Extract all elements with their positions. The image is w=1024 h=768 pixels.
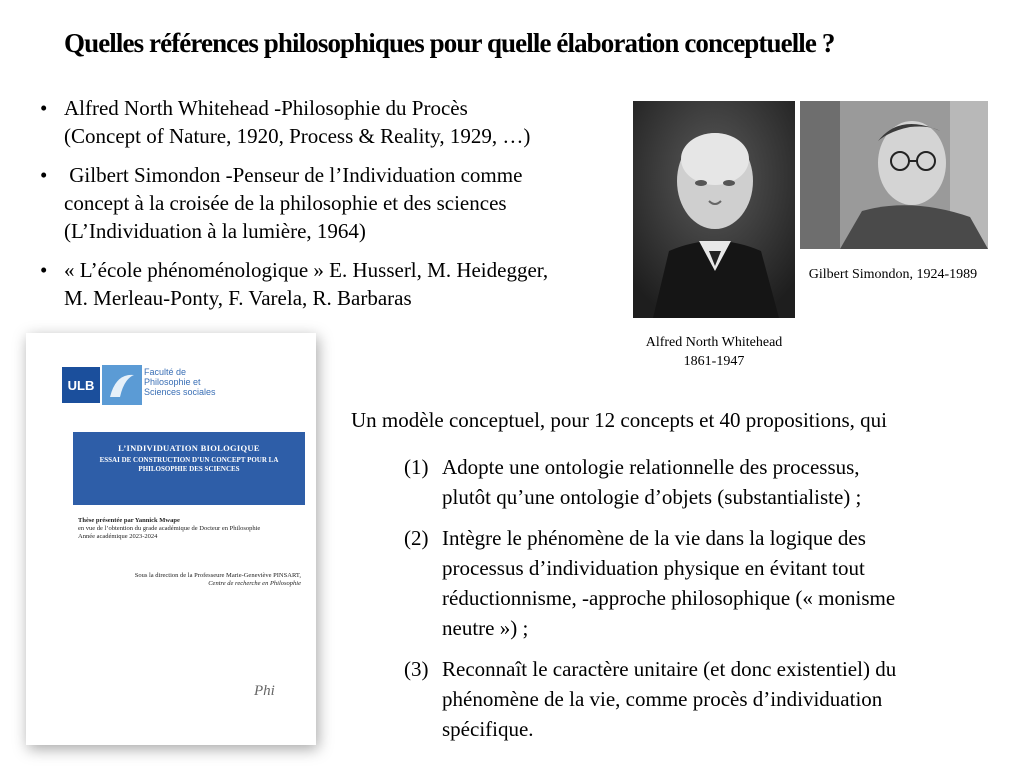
proposition-line: spécifique.: [442, 717, 534, 741]
reference-line: (Concept of Nature, 1920, Process & Reality, 1929, …): [64, 124, 531, 148]
proposition-number: (2): [404, 526, 429, 550]
proposition-line: Reconnaît le caractère unitaire (et donc existentiel) du: [442, 657, 897, 681]
proposition-line: Adopte une ontologie relationnelle des processus,: [442, 455, 860, 479]
caption-name: Alfred North Whitehead: [645, 335, 783, 350]
list-item: [38, 94, 608, 150]
list-item: [404, 654, 1004, 744]
thesis-title-banner: [73, 432, 305, 505]
proposition-number: (3): [404, 657, 429, 681]
bullet-icon: •: [40, 258, 48, 282]
reference-line: Gilbert Simondon -Penseur de l’Individuation comme: [64, 163, 523, 187]
proposition-line: plutôt qu’une ontologie d’objets (substantialiste) ;: [442, 485, 862, 509]
proposition-line: Intègre le phénomène de la vie dans la logique des: [442, 526, 866, 550]
phi-logo: Phi: [254, 683, 275, 699]
reference-line: (L’Individuation à la lumière, 1964): [64, 219, 366, 243]
bullet-icon: •: [40, 163, 48, 187]
references-list: [38, 94, 608, 323]
model-intro: Un modèle conceptuel, pour 12 concepts et 40 propositions, qui: [351, 408, 887, 432]
thesis-subtitle: ESSAI DE CONSTRUCTION D’UN CONCEPT POUR LA: [99, 456, 279, 464]
simondon-portrait: [800, 101, 988, 249]
proposition-line: neutre ») ;: [442, 616, 529, 640]
thesis-direction: Sous la direction de la Professeure Marie-Geneviève PINSART, Centre de recherche en Philosophie: [134, 572, 301, 587]
reference-line: « L’école phénoménologique » E. Husserl, M. Heidegger,: [64, 258, 549, 282]
bullet-icon: •: [40, 96, 48, 120]
whitehead-portrait: [633, 101, 795, 318]
faculty-name: Faculté de Philosophie et Sciences sociales: [144, 367, 216, 397]
proposition-line: phénomène de la vie, comme procès d’individuation: [442, 687, 883, 711]
propositions-list: [404, 452, 1004, 755]
thesis-subtitle: PHILOSOPHIE DES SCIENCES: [138, 465, 240, 473]
whitehead-caption: [620, 333, 808, 371]
list-item: [38, 161, 608, 245]
ulb-logo: ULB: [62, 367, 100, 403]
thesis-cover: [26, 333, 316, 745]
simondon-caption: Gilbert Simondon, 1924-1989: [808, 267, 978, 282]
proposition-line: processus d’individuation physique en évitant tout: [442, 556, 865, 580]
caption-dates: 1861-1947: [683, 354, 745, 369]
thesis-info: Thèse présentée par Yannick Mwape en vue de l’obtention du grade académique de Docteur en Philosophie Année académique 2023-2024: [78, 517, 261, 540]
reference-line: M. Merleau-Ponty, F. Varela, R. Barbaras: [64, 286, 412, 310]
reference-line: Alfred North Whitehead -Philosophie du Procès: [64, 96, 468, 120]
list-item: [404, 452, 1004, 512]
slide-title: Quelles références philosophiques pour quelle élaboration conceptuelle ?: [64, 28, 835, 58]
list-item: [38, 256, 608, 312]
thesis-title: L’INDIVIDUATION BIOLOGIQUE: [118, 443, 260, 453]
reference-line: concept à la croisée de la philosophie et des sciences: [64, 191, 507, 215]
proposition-line: réductionnisme, -approche philosophique (« monisme: [442, 586, 896, 610]
list-item: [404, 523, 1004, 643]
faculty-logo-icon: [102, 365, 142, 405]
proposition-number: (1): [404, 455, 429, 479]
